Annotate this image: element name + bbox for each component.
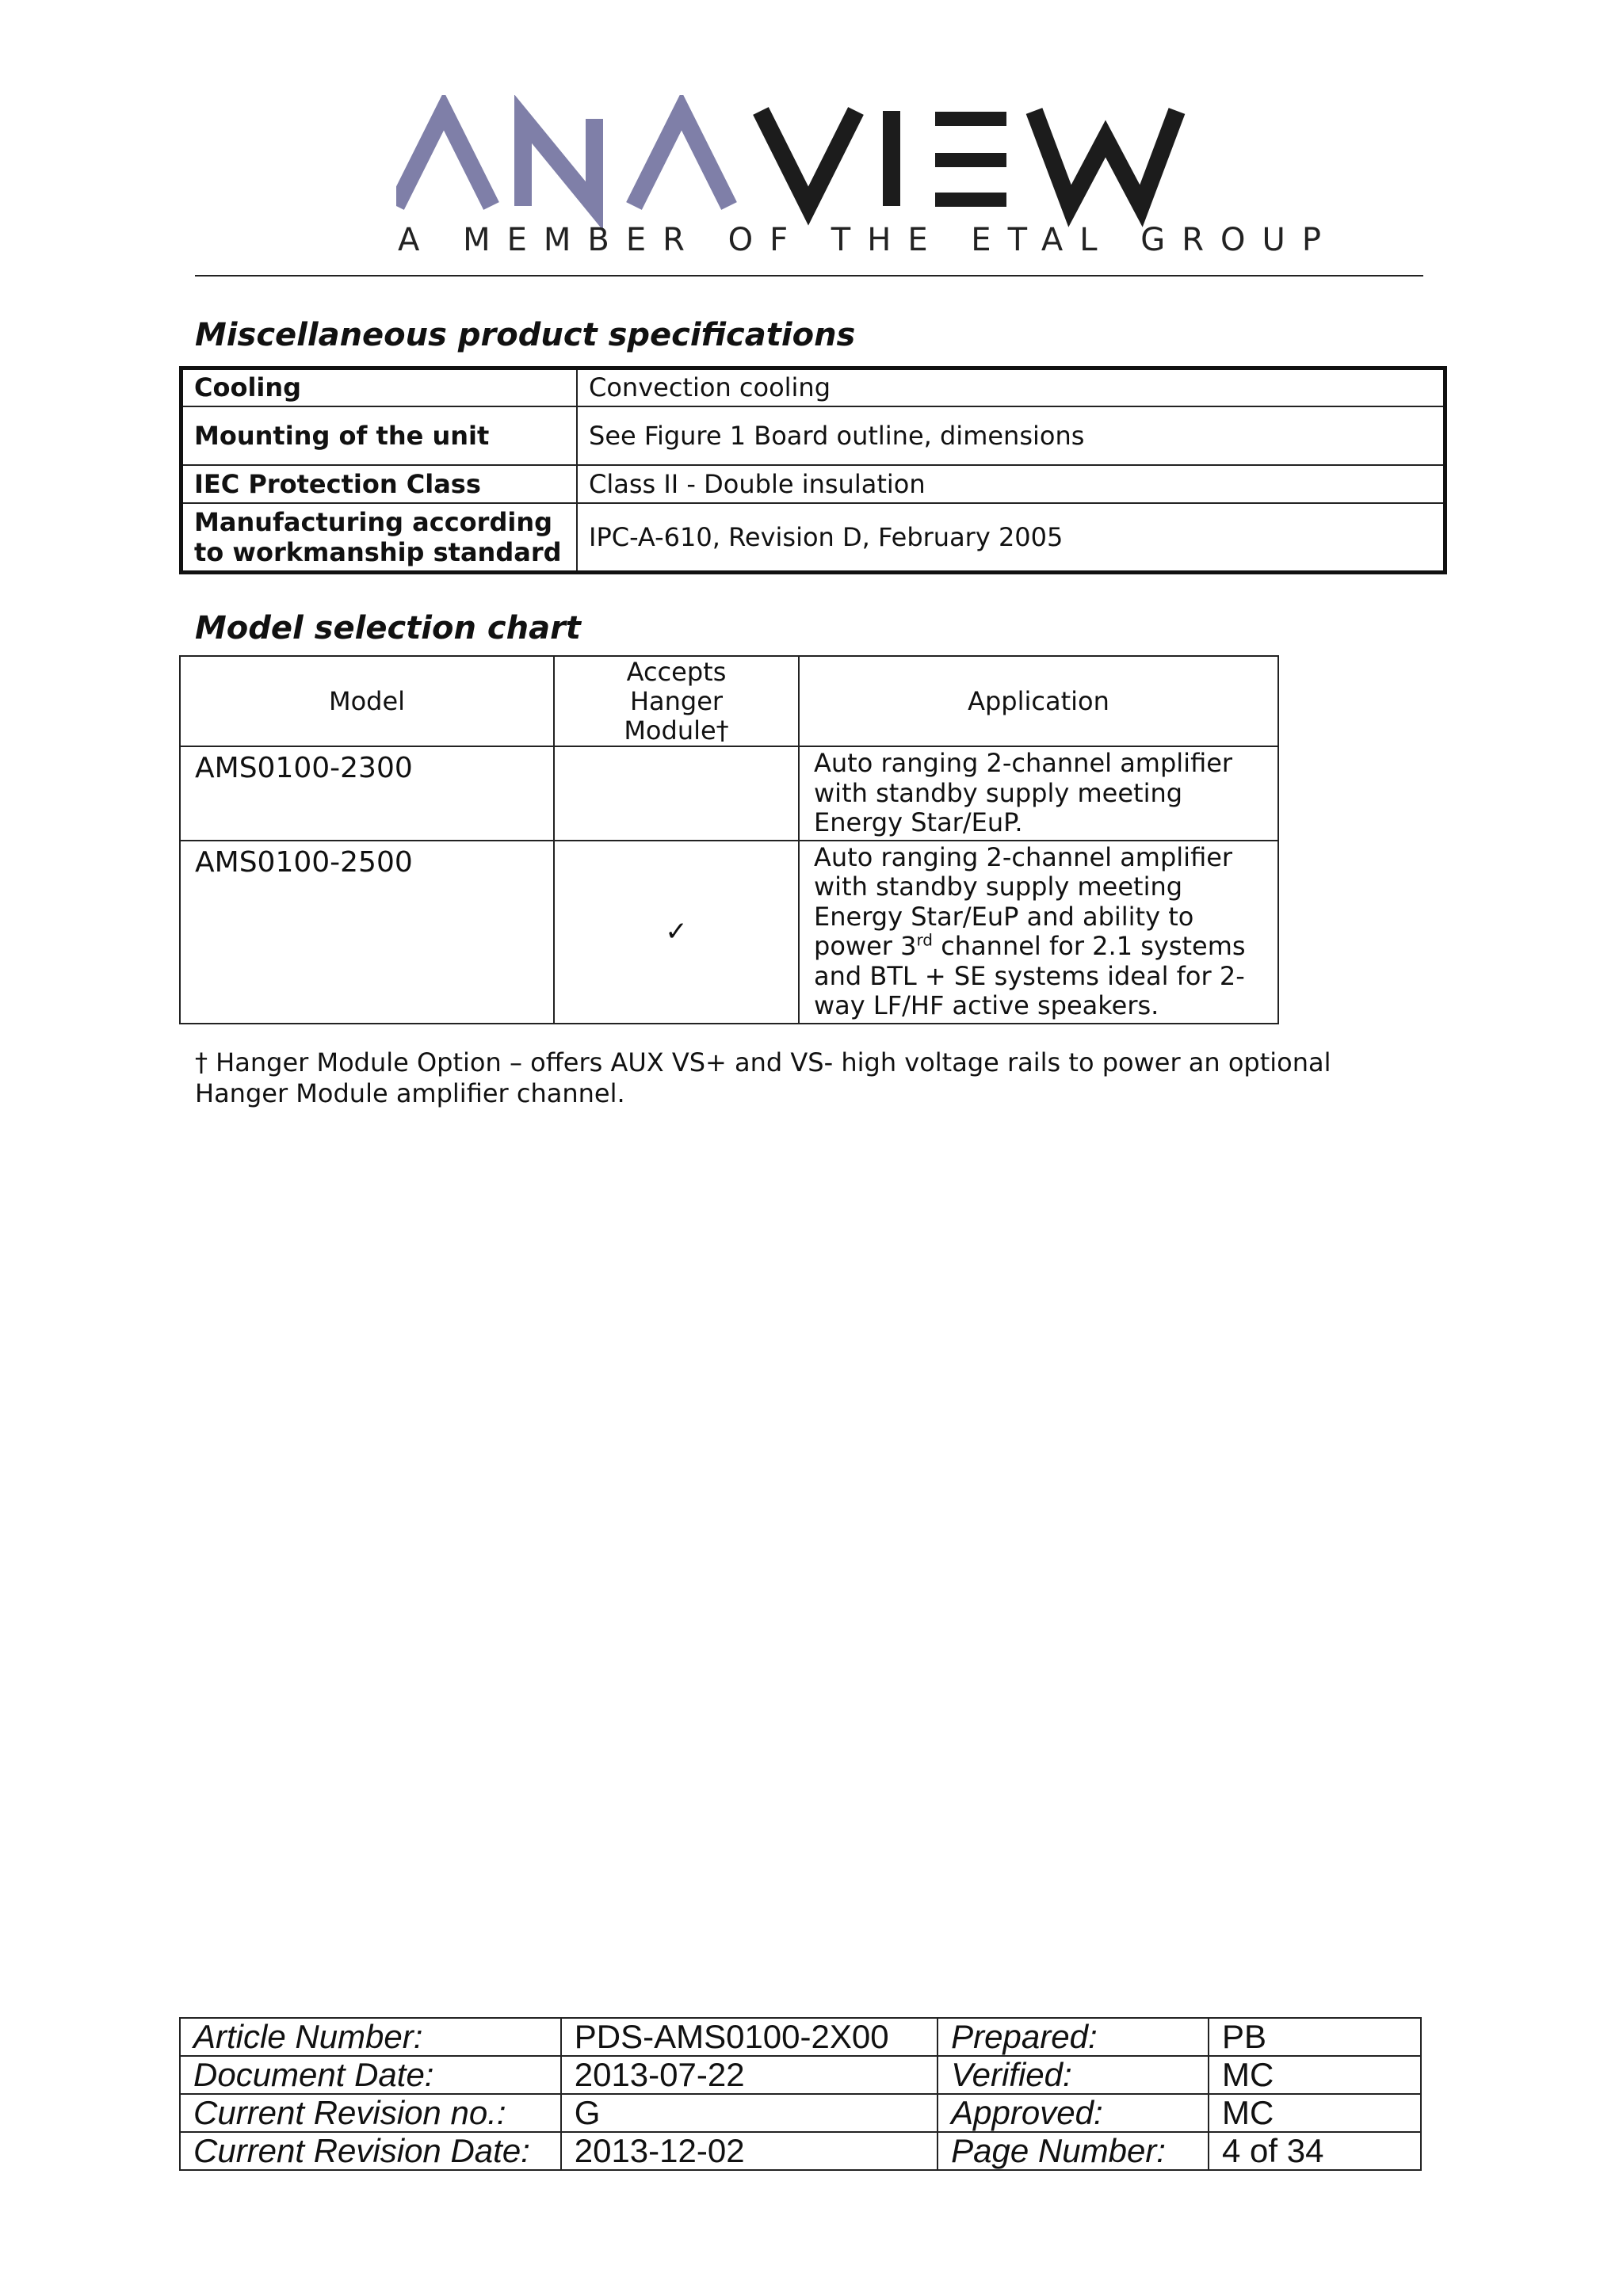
- footer-label: Page Number:: [938, 2132, 1209, 2170]
- footer-value: PB: [1209, 2018, 1421, 2056]
- spec-value: IPC-A-610, Revision D, February 2005: [577, 503, 1445, 573]
- application-text: Auto ranging 2-channel amplifier with standby supply meeting Energy Star/EuP and ability to power 3: [814, 841, 1233, 961]
- superscript-rd: rd: [916, 930, 934, 950]
- hanger-footnote: † Hanger Module Option – offers AUX VS+ and VS- high voltage rails to power an optional Hanger Module amplifier channel.: [195, 1047, 1331, 1108]
- model-selection-table: [179, 655, 1279, 1024]
- footer-label: Document Date:: [180, 2056, 561, 2094]
- footer-row: [180, 2132, 1421, 2170]
- table-row: [181, 503, 1445, 573]
- spec-value: See Figure 1 Board outline, dimensions: [577, 406, 1445, 465]
- footer-value: 2013-07-22: [561, 2056, 938, 2094]
- footer-label: Approved:: [938, 2094, 1209, 2132]
- table-header-row: [180, 656, 1278, 746]
- footer-value: PDS-AMS0100-2X00: [561, 2018, 938, 2056]
- model-cell: AMS0100-2500: [180, 841, 554, 1024]
- footer-row: [180, 2018, 1421, 2056]
- accepts-cell: [554, 746, 799, 841]
- column-header-model: Model: [180, 656, 554, 746]
- footer-value: 2013-12-02: [561, 2132, 938, 2170]
- spec-label: IEC Protection Class: [181, 465, 578, 503]
- footer-label: Verified:: [938, 2056, 1209, 2094]
- footer-row: [180, 2056, 1421, 2094]
- footer-label: Current Revision no.:: [180, 2094, 561, 2132]
- spec-value: Class II - Double insulation: [577, 465, 1445, 503]
- page-number: 4 of 34: [1209, 2132, 1421, 2170]
- checkmark-icon: ✓: [554, 841, 799, 1024]
- application-text-cont: channel for 2.1 systems and BTL + SE systems ideal for 2-way LF/HF active speakers.: [814, 931, 1246, 1020]
- spec-label: Manufacturing according to workmanship standard: [181, 503, 578, 573]
- model-cell: AMS0100-2300: [180, 746, 554, 841]
- footer-label: Article Number:: [180, 2018, 561, 2056]
- document-footer-table: [179, 2017, 1422, 2171]
- column-header-accepts: Accepts Hanger Module†: [554, 656, 799, 746]
- application-cell: Auto ranging 2-channel amplifier with standby supply meeting Energy Star/EuP.: [799, 746, 1278, 841]
- model-chart-title: Model selection chart: [195, 610, 581, 646]
- table-row: [181, 465, 1445, 503]
- footer-row: [180, 2094, 1421, 2132]
- application-cell: [799, 841, 1278, 1024]
- table-row: [181, 368, 1445, 406]
- logo-tagline: A MEMBER OF THE ETAL GROUP: [398, 222, 1338, 258]
- footer-value: MC: [1209, 2056, 1421, 2094]
- footer-label: Prepared:: [938, 2018, 1209, 2056]
- spec-label: Mounting of the unit: [181, 406, 578, 465]
- table-row: [180, 746, 1278, 841]
- footer-label: Current Revision Date:: [180, 2132, 561, 2170]
- table-row: [180, 841, 1278, 1024]
- footer-value: G: [561, 2094, 938, 2132]
- spec-value: Convection cooling: [577, 368, 1445, 406]
- anaview-logo: [396, 95, 1338, 261]
- header-divider: [195, 275, 1423, 277]
- misc-specs-table: [179, 366, 1447, 574]
- column-header-application: Application: [799, 656, 1278, 746]
- spec-label: Cooling: [181, 368, 578, 406]
- table-row: [181, 406, 1445, 465]
- footer-value: MC: [1209, 2094, 1421, 2132]
- misc-specs-title: Miscellaneous product specifications: [195, 317, 856, 353]
